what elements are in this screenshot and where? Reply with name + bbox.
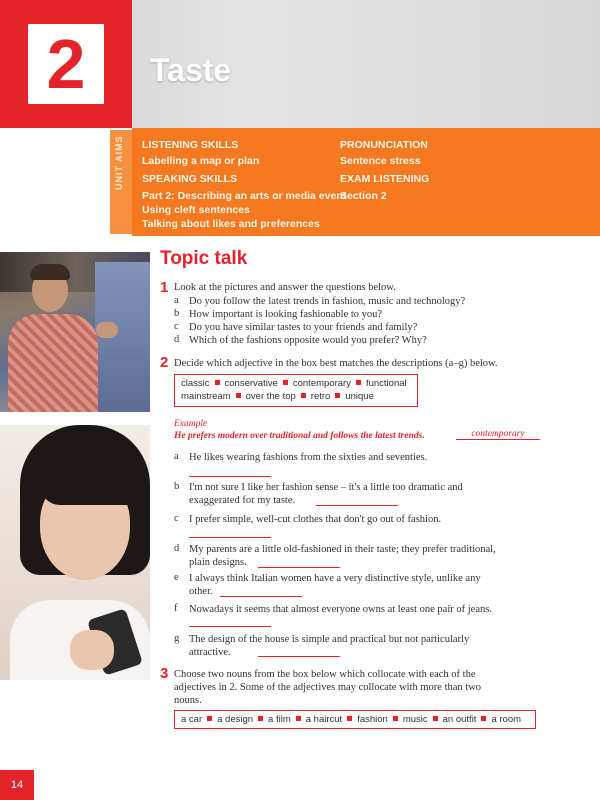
unit-aims-tab-label: UNIT AIMS	[114, 135, 124, 190]
woman-fringe	[40, 465, 140, 505]
example-label: Example	[174, 419, 208, 429]
man-checked-shirt	[8, 314, 98, 412]
word: conservative	[224, 378, 278, 389]
answer-blank[interactable]	[220, 596, 302, 597]
question-number: 1	[160, 279, 169, 296]
item-text: My parents are a little old-fashioned in their taste; they prefer traditional,	[189, 544, 496, 555]
item-text: Nowadays it seems that almost everyone owns at least one pair of jeans.	[189, 604, 492, 615]
item-text: I always think Italian women have a very distinctive style, unlike any	[189, 573, 481, 584]
exam-listening-heading: EXAM LISTENING	[340, 173, 430, 185]
adjective-row	[181, 377, 411, 390]
word: functional	[365, 378, 407, 389]
item-letter: d	[174, 543, 180, 554]
unit-badge	[0, 0, 132, 128]
answer-blank[interactable]	[189, 476, 271, 477]
word: a car	[181, 714, 203, 725]
exam-listening-item: Section 2	[340, 190, 387, 202]
item-letter: c	[174, 321, 179, 332]
item-letter: a	[174, 451, 179, 462]
speaking-skill-item: Part 2: Describing an arts or media event	[142, 190, 347, 202]
answer-blank[interactable]	[189, 537, 271, 538]
item-letter: d	[174, 334, 180, 345]
item-text: Which of the fashions opposite would you prefer? Why?	[189, 335, 427, 346]
item-text: The design of the house is simple and practical but not particularly	[189, 634, 470, 645]
item-text: plain designs.	[189, 557, 247, 568]
word: a design	[217, 714, 254, 725]
word: fashion	[357, 714, 388, 725]
item-letter: g	[174, 633, 180, 644]
word: over the top	[245, 391, 296, 402]
listening-skills-heading: LISTENING SKILLS	[142, 139, 239, 151]
item-text: How important is looking fashionable to you?	[189, 309, 383, 320]
word: a haircut	[305, 714, 343, 725]
unit-number: 2	[28, 24, 104, 104]
question-number: 3	[160, 665, 169, 682]
answer-blank[interactable]	[258, 567, 340, 568]
word: retro	[310, 391, 331, 402]
item-text: exaggerated for my taste.	[189, 495, 296, 506]
item-letter: a	[174, 295, 179, 306]
item-text: Do you follow the latest trends in fashion, music and technology?	[189, 296, 466, 307]
page-number: 14	[0, 770, 34, 800]
question-instruction: Decide which adjective in the box best matches the descriptions (a–g) below.	[174, 358, 498, 369]
item-text: I prefer simple, well-cut clothes that don't go out of fashion.	[189, 514, 442, 525]
answer-blank[interactable]	[258, 656, 340, 657]
photo-man-with-clothes-rack	[0, 252, 150, 412]
man-hair	[30, 264, 70, 280]
example-text: He prefers modern over traditional and follows the latest trends.	[174, 431, 425, 441]
word: mainstream	[181, 391, 231, 402]
word: an outfit	[442, 714, 477, 725]
section-title: Topic talk	[160, 248, 248, 269]
pronunciation-item: Sentence stress	[340, 155, 421, 167]
answer-blank[interactable]	[189, 626, 271, 627]
question-instruction: adjectives in 2. Some of the adjectives may collocate with more than two	[174, 682, 482, 693]
question-instruction: nouns.	[174, 695, 202, 706]
item-text: other.	[189, 586, 213, 597]
speaking-skill-item: Talking about likes and preferences	[142, 218, 320, 230]
question-number: 2	[160, 354, 169, 371]
item-letter: b	[174, 481, 180, 492]
noun-box	[174, 710, 536, 729]
word: contemporary	[292, 378, 351, 389]
question-instruction: Choose two nouns from the box below which collocate with each of the	[174, 669, 476, 680]
item-letter: f	[174, 603, 178, 614]
listening-skill-item: Labelling a map or plan	[142, 155, 260, 167]
word: a room	[491, 714, 522, 725]
item-letter: e	[174, 572, 179, 583]
pronunciation-heading: PRONUNCIATION	[340, 139, 428, 151]
speaking-skill-item: Using cleft sentences	[142, 204, 250, 216]
item-text: Do you have similar tastes to your friends and family?	[189, 322, 418, 333]
woman-hand	[70, 630, 114, 670]
answer-blank[interactable]	[316, 505, 398, 506]
adjective-row	[181, 390, 411, 403]
item-text: attractive.	[189, 647, 231, 658]
unit-aims-tab	[110, 130, 132, 234]
word: music	[402, 714, 428, 725]
item-letter: b	[174, 308, 180, 319]
unit-title: Taste	[150, 52, 232, 88]
word: unique	[345, 391, 374, 402]
word: a film	[268, 714, 291, 725]
adjective-box	[174, 374, 418, 407]
question-instruction: Look at the pictures and answer the questions below.	[174, 282, 396, 293]
example-answer: contemporary	[456, 429, 540, 440]
speaking-skills-heading: SPEAKING SKILLS	[142, 173, 238, 185]
item-text: He likes wearing fashions from the sixties and seventies.	[189, 452, 428, 463]
word: classic	[181, 378, 210, 389]
man-hand	[96, 322, 118, 338]
item-letter: c	[174, 513, 179, 524]
item-text: I'm not sure I like her fashion sense – it's a little too dramatic and	[189, 482, 463, 493]
photo-woman-with-phone	[0, 425, 150, 680]
